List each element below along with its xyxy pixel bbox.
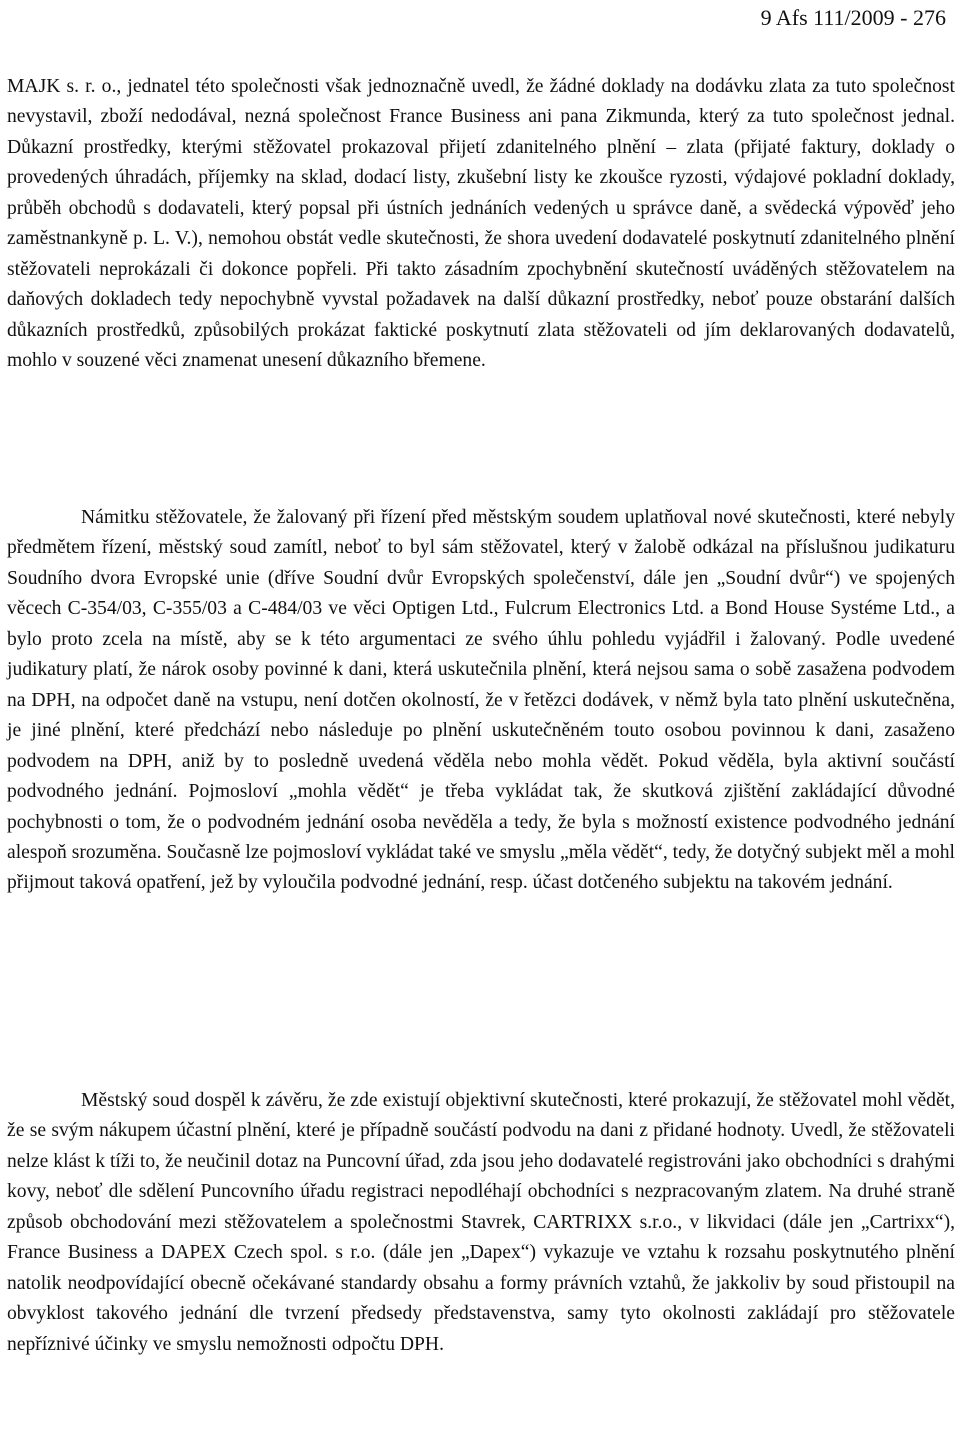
page-reference: 9 Afs 111/2009 - 276 — [760, 5, 946, 30]
paragraph-2: Námitku stěžovatele, že žalovaný při řízení před městským soudem uplatňoval nové skutečnosti, které nebyly předmětem řízení, městský soud zamítl, neboť to byl sám stěžovatel, který v žalobě odkázal na příslušnou judikaturu Soudního dvora Evropské unie (dříve Soudní dvůr Evropských společenství, dále jen „Soudní dvůr“) ve spojených věcech C-354/03, C-355/03 a C-484/03 ve věci Optigen Ltd., Fulcrum Electronics Ltd. a Bond House Systéme Ltd., a bylo proto zcela na místě, aby se k této argumentaci ze svého úhlu pohledu vyjádřil i žalovaný. Podle uvedené judikatury platí, že nárok osoby povinné k dani, která uskutečnila plnění, která nejsou sama o sobě zasažena podvodem na DPH, na odpočet daně na vstupu, není dotčen okolností, že v řetězci dodávek, v němž byla tato plnění uskutečněna, je jiné plnění, které předchází nebo následuje po plnění uskutečněném touto osobou povinnou k dani, zasaženo podvodem na DPH, aniž by to posledně uvedená věděla nebo mohla vědět. Pokud věděla, byla aktivní součástí podvodného jednání. Pojmosloví „mohla vědět“ je třeba vykládat tak, že skutková zjištění zakládající důvodné pochybnosti o tom, že o podvodném jednání osoba nevěděla a tedy, že byla s možností existence podvodného jednání alespoň srozuměna. Současně lze pojmosloví vykládat také ve smyslu „měla vědět“, tedy, že dotyčný subjekt měl a mohl přijmout taková opatření, jež by vyloučila podvodné jednání, resp. účast dotčeného subjektu na takovém jednání. — [7, 507, 955, 894]
paragraph-3: Městský soud dospěl k závěru, že zde existují objektivní skutečnosti, které prokazují, že stěžovatel mohl vědět, že se svým nákupem účastní plnění, které je případně součástí podvodu na dani z přidané hodnoty. Uvedl, že stěžovateli nelze klást k tíži to, že neučinil dotaz na Puncovní úřad, zda jsou jeho dodavatelé registrováni jako obchodníci s drahými kovy, neboť dle sdělení Puncovního úřadu registraci nepodléhají obchodníci s nezpracovaným zlatem. Na druhé straně způsob obchodování mezi stěžovatelem a společnostmi Stavrek, CARTRIXX s.r.o., v likvidaci (dále jen „Cartrixx“), France Business a DAPEX Czech spol. s r.o. (dále jen „Dapex“) vykazuje ve vztahu k rozsahu poskytnutého plnění natolik neodpovídající obecně očekávané standardy obsahu a formy právních vztahů, že jakkoliv by soud přistoupil na obvyklost takového jednání dle tvrzení předsedy představenstva, samy tyto okolnosti zakládají pro stěžovatele nepříznivé účinky ve smyslu nemožnosti odpočtu DPH. — [7, 1090, 955, 1355]
paragraph-1: MAJK s. r. o., jednatel této společnosti však jednoznačně uvedl, že žádné doklady na dodávku zlata za tuto společnost nevystavil, zboží nedodával, nezná společnost France Business ani pana Zikmunda, který za tuto společnost jednal. Důkazní prostředky, kterými stěžovatel prokazoval přijetí zdanitelného plnění – zlata (přijaté faktury, doklady o provedených úhradách, příjemky na sklad, dodací listy, zkušební listy ke zkoušce ryzosti, výdajové pokladní doklady, průběh obchodů s dodavateli, který popsal při ústních jednáních vedených u správce daně, a svědecká výpověď jeho zaměstnankyně p. L. V.), nemohou obstát vedle skutečnosti, že shora uvedení dodavatelé poskytnutí zdanitelného plnění stěžovateli neprokázali či dokonce popřeli. Při takto zásadním zpochybnění skutečností uváděných stěžovatelem na daňových dokladech tedy nepochybně vyvstal požadavek na další důkazní prostředky, neboť pouze obstarání dalších důkazních prostředků, způsobilých prokázat faktické poskytnutí zlata stěžovateli od jím deklarovaných dodavatelů, mohlo v souzené věci znamenat unesení důkazního břemene. — [7, 76, 955, 372]
